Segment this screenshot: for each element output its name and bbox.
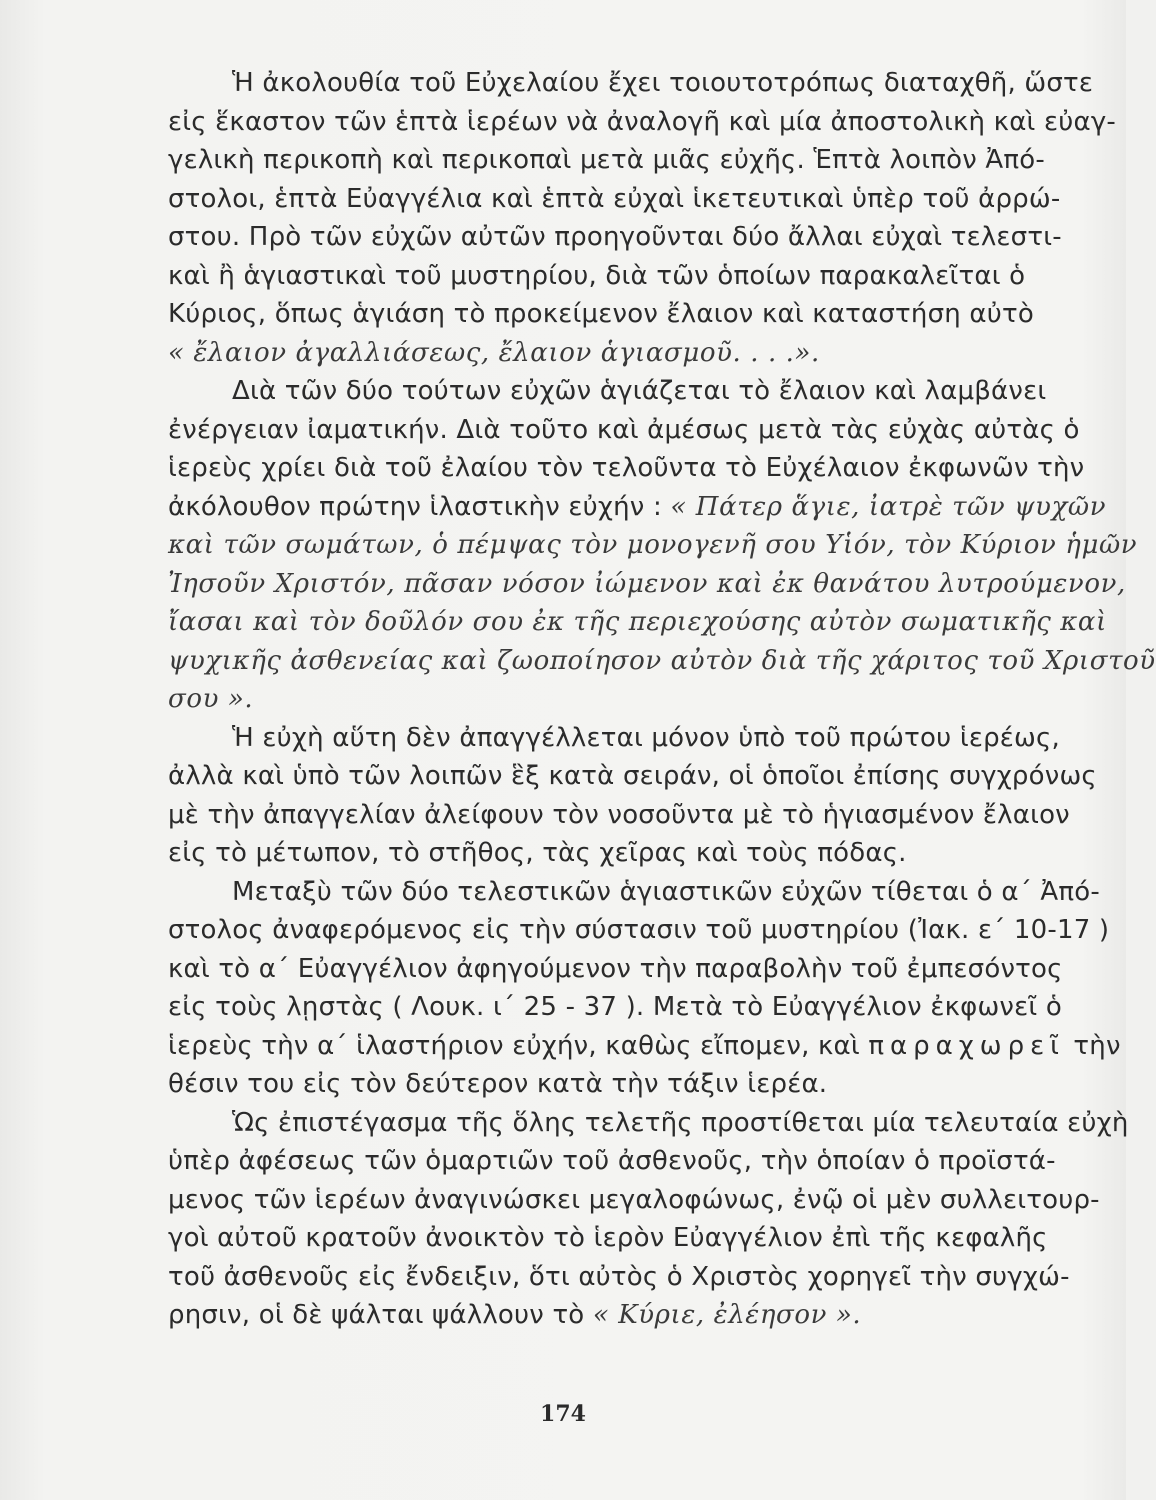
text-run: ἀκόλουθον πρώτην ἱλαστικὴν εὐχήν : <box>168 491 662 522</box>
mixed-line <box>168 1027 1121 1066</box>
text-line: τοῦ ἀσθενοῦς εἰς ἔνδειξιν, ὅτι αὐτὸς ὁ Χριστὸς χορηγεῖ τὴν συγχώ- <box>168 1261 1070 1292</box>
mixed-line <box>168 1296 1043 1335</box>
quotation-line: ἴασαι καὶ τὸν δοῦλόν σου ἐκ τῆς περιεχούσης αὐτὸν σωματικῆς καὶ <box>168 607 1107 637</box>
quotation-line: Ἰησοῦν Χριστόν, πᾶσαν νόσον ἰώμενον καὶ ἐκ θανάτου λυτρούμενον, <box>168 568 1126 599</box>
text-line: Κύριος, ὅπως ἁγιάση τὸ προκείμενον ἔλαιον καὶ καταστήση αὐτὸ <box>168 299 1034 329</box>
emphasized-word: παραχωρεῖ <box>868 1030 1065 1061</box>
paragraph-2 <box>168 372 1156 719</box>
text-line: γοὶ αὐτοῦ κρατοῦν ἀνοικτὸν τὸ ἱερὸν Εὐαγγέλιον ἐπὶ τῆς κεφαλῆς <box>168 1223 1048 1253</box>
text-line: ἐνέργειαν ἰαματικήν. Διὰ τοῦτο καὶ ἀμέσως μετὰ τὰς εὐχὰς αὐτὰς ὁ <box>168 414 1080 445</box>
paragraph-5 <box>168 1104 1129 1335</box>
paragraph-4 <box>168 873 1121 1104</box>
quotation-run: « Πάτερ ἅγιε, ἰατρὲ τῶν ψυχῶν <box>670 491 1107 522</box>
quotation-line: ψυχικῆς ἀσθενείας καὶ ζωοποίησον αὐτὸν διὰ τῆς χάριτος τοῦ Χριστοῦ <box>168 645 1156 676</box>
text-line: ἀλλὰ καὶ ὑπὸ τῶν λοιπῶν ἓξ κατὰ σειράν, οἱ ὁποῖοι ἐπίσης συγχρόνως <box>168 761 1097 791</box>
text-line: εἰς ἕκαστον τῶν ἑπτὰ ἱερέων νὰ ἀναλογῆ καὶ μία ἀποστολικὴ καὶ εὐαγ- <box>168 106 1117 137</box>
mixed-line <box>168 488 1107 527</box>
text-line: καὶ τὸ α΄ Εὐαγγέλιον ἀφηγούμενον τὴν παραβολὴν τοῦ ἐμπεσόντος <box>168 953 1063 984</box>
text-line: Διὰ τῶν δύο τούτων εὐχῶν ἁγιάζεται τὸ ἔλαιον καὶ λαμβάνει <box>232 376 1047 406</box>
text-run: τὴν <box>1073 1030 1121 1061</box>
text-line: καὶ ἢ ἁγιαστικαὶ τοῦ μυστηρίου, διὰ τῶν ὁποίων παρακαλεῖται ὁ <box>168 260 1026 291</box>
body-text <box>168 64 1156 1335</box>
text-line: στου. Πρὸ τῶν εὐχῶν αὐτῶν προηγοῦνται δύο ἄλλαι εὐχαὶ τελεστι- <box>168 222 1062 252</box>
page-number: 174 <box>540 1401 586 1427</box>
text-line: μενος τῶν ἱερέων ἀναγινώσκει μεγαλοφώνως, ἐνῷ οἱ μὲν συλλειτουρ- <box>168 1184 1100 1215</box>
quotation-line: σου ». <box>168 684 254 714</box>
text-line: Μεταξὺ τῶν δύο τελεστικῶν ἁγιαστικῶν εὐχῶν τίθεται ὁ α΄ Ἀπό- <box>232 876 1100 907</box>
quotation-line: « ἔλαιον ἀγαλλιάσεως, ἔλαιον ἁγιασμοῦ. . . .». <box>168 337 820 368</box>
text-line: ἱερεὺς χρίει διὰ τοῦ ἐλαίου τὸν τελοῦντα τὸ Εὐχέλαιον ἐκφωνῶν τὴν <box>168 453 1085 483</box>
text-line: Ὡς ἐπιστέγασμα τῆς ὅλης τελετῆς προστίθεται μία τελευταία εὐχὴ <box>232 1107 1129 1138</box>
text-line: μὲ τὴν ἀπαγγελίαν ἀλείφουν τὸν νοσοῦντα μὲ τὸ ἡγιασμένον ἔλαιον <box>168 799 1070 830</box>
text-run: ἱερεὺς τὴν α΄ ἱλαστήριον εὐχήν, καθὼς εἴπομεν, καὶ <box>168 1030 860 1061</box>
text-line: Ἡ εὐχὴ αὕτη δὲν ἀπαγγέλλεται μόνον ὑπὸ τοῦ πρώτου ἱερέως, <box>232 722 1060 753</box>
text-line: Ἡ ἀκολουθία τοῦ Εὐχελαίου ἔχει τοιουτοτρόπως διαταχθῆ, ὥστε <box>232 68 1094 98</box>
paragraph-3 <box>168 719 1097 873</box>
paragraph-1 <box>168 64 1117 372</box>
text-line: θέσιν του εἰς τὸν δεύτερον κατὰ τὴν τάξιν ἱερέα. <box>168 1069 828 1099</box>
quotation-run: « Κύριε, ἐλέησον ». <box>592 1300 862 1330</box>
text-line: στολος ἀναφερόμενος εἰς τὴν σύστασιν τοῦ μυστηρίου (Ἰακ. ε΄ 10-17 ) <box>168 915 1110 945</box>
text-line: στολοι, ἑπτὰ Εὐαγγέλια καὶ ἑπτὰ εὐχαὶ ἱκετευτικαὶ ὑπὲρ τοῦ ἀρρώ- <box>168 183 1061 214</box>
text-line: ὑπὲρ ἀφέσεως τῶν ὁμαρτιῶν τοῦ ἀσθενοῦς, τὴν ὁποίαν ὁ προϊστά- <box>168 1146 1056 1176</box>
text-line: εἰς τὸ μέτωπον, τὸ στῆθος, τὰς χεῖρας καὶ τοὺς πόδας. <box>168 838 907 868</box>
quotation-line: καὶ τῶν σωμάτων, ὁ πέμψας τὸν μονογενῆ σου Υἱόν, τὸν Κύριον ἡμῶν <box>168 530 1138 560</box>
text-line: εἰς τοὺς λῃστὰς ( Λουκ. ι΄ 25 - 37 ). Μετὰ τὸ Εὐαγγέλιον ἐκφωνεῖ ὁ <box>168 992 1062 1022</box>
text-line: γελικὴ περικοπὴ καὶ περικοπαὶ μετὰ μιᾶς εὐχῆς. Ἑπτὰ λοιπὸν Ἀπό- <box>168 145 1045 175</box>
text-run: ρησιν, οἱ δὲ ψάλται ψάλλουν τὸ <box>168 1300 585 1330</box>
